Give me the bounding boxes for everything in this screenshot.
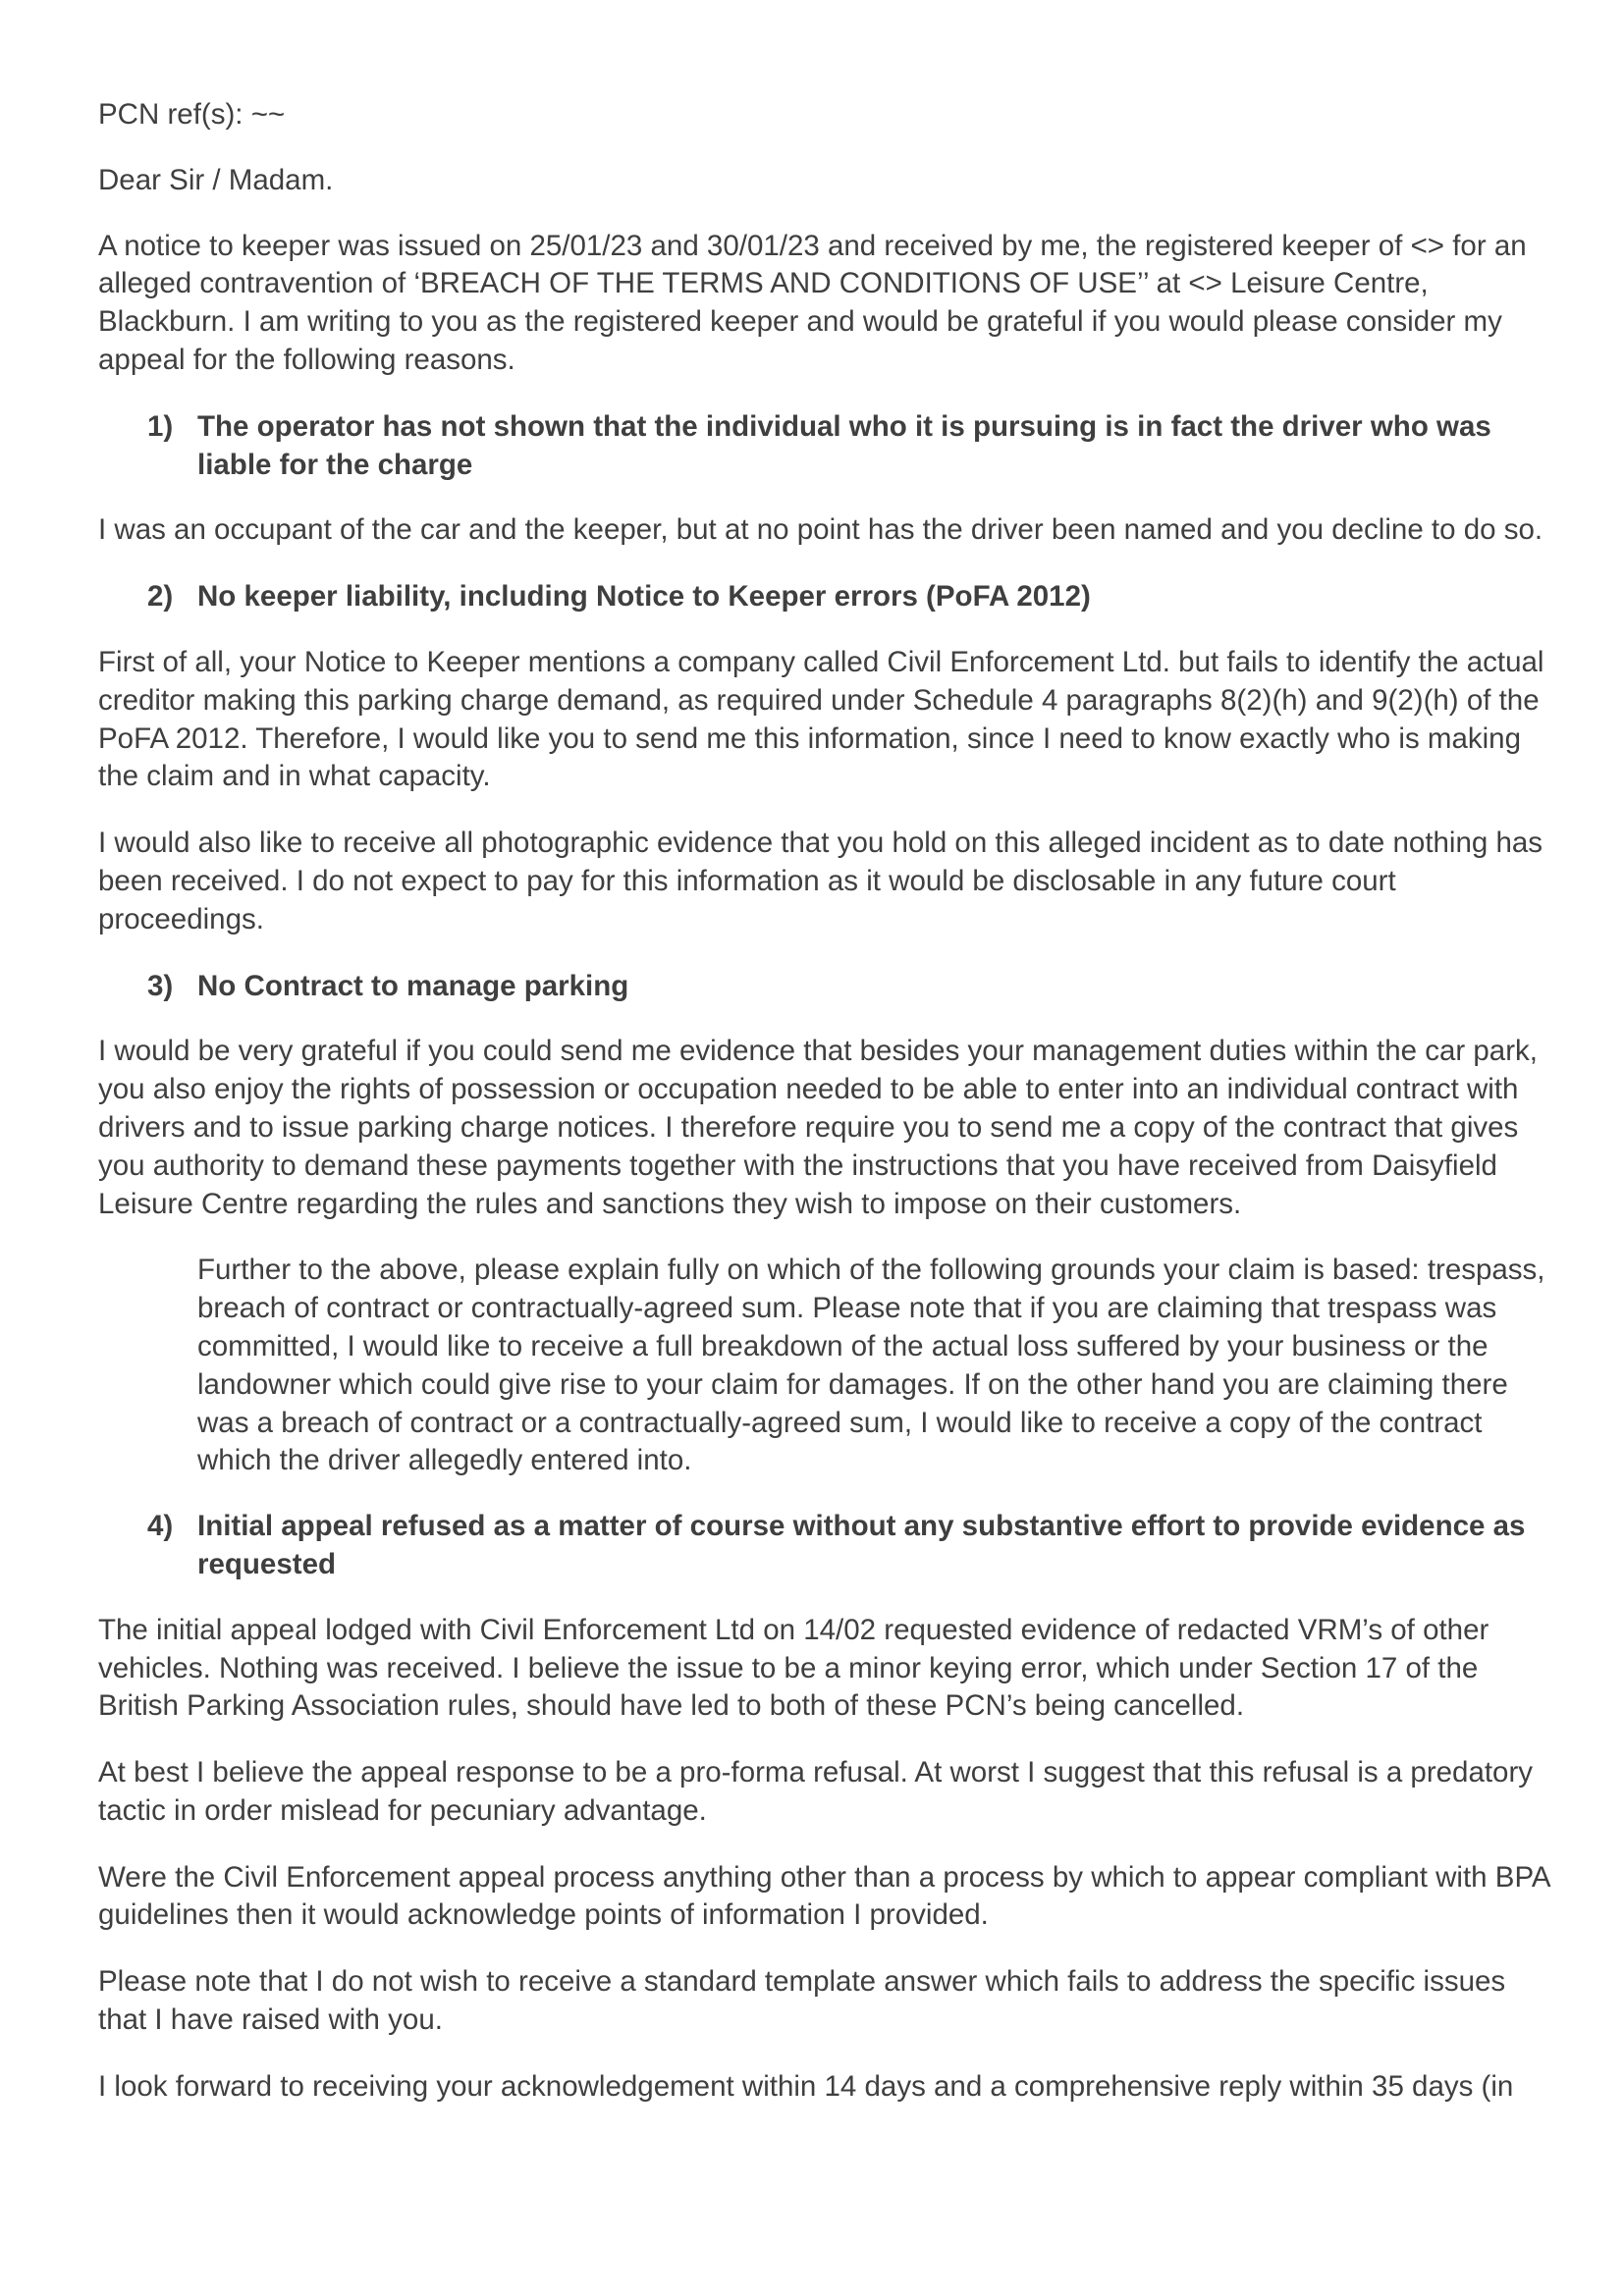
closing-paragraph-1: Please note that I do not wish to receive a standard template answer which fails to address the specific issues that I have raised with you. <box>98 1965 1506 2037</box>
point-1-body: I was an occupant of the car and the keeper, but at no point has the driver been named and you decline to do so. <box>98 513 1543 547</box>
point-1-title: The operator has not shown that the individual who it is pursuing is in fact the driver who was liable for the charge <box>197 409 1491 481</box>
point-3-title: No Contract to manage parking <box>197 969 629 1002</box>
point-2-number: 2) <box>147 580 174 614</box>
point-2-title: No keeper liability, including Notice to Keeper errors (PoFA 2012) <box>197 580 1091 614</box>
point-2-heading <box>98 578 1551 616</box>
point-4-body-1: The initial appeal lodged with Civil Enforcement Ltd on 14/02 requested evidence of redacted VRM’s of other vehicles. Nothing was received. I believe the issue to be a minor keying error, which under Section 17 of the British Parking Association rules, should have led to both of these PCN’s being cancelled. <box>98 1613 1489 1723</box>
point-4-title: Initial appeal refused as a matter of course without any substantive effort to provide evidence as requested <box>197 1510 1526 1580</box>
pcn-ref-line: PCN ref(s): ~~ <box>98 98 286 131</box>
point-4-body-2: At best I believe the appeal response to be a pro-forma refusal. At worst I suggest that this refusal is a predatory tactic in order mislead for pecuniary advantage. <box>98 1756 1534 1827</box>
point-3-body-1: I would be very grateful if you could send me evidence that besides your management duties within the car park, you also enjoy the rights of possession or occupation needed to be able to enter into an individual contract with drivers and to issue parking charge notices. I therefore require you to send me a copy of the contract that gives you authority to demand these payments together with the instructions that you have received from Daisyfield Leisure Centre regarding the rules and sanctions they wish to impose on their customers. <box>98 1035 1538 1220</box>
greeting: Dear Sir / Madam. <box>98 163 334 196</box>
point-3-heading <box>98 968 1551 1006</box>
point-2-body-1: First of all, your Notice to Keeper mentions a company called Civil Enforcement Ltd. but fails to identify the actual creditor making this parking charge demand, as required under Schedule 4 paragraphs 8(2)(h) and 9(2)(h) of the PoFA 2012. Therefore, I would like you to send me this information, since I need to know exactly who is making the claim and in what capacity. <box>98 645 1544 793</box>
point-3-body-2: Further to the above, please explain fully on which of the following grounds your claim is based: trespass, breach of contract or contractually-agreed sum. Please note that if you are claiming that trespass was committed, I would like to receive a full breakdown of the actual loss suffered by your business or the landowner which could give rise to your claim for damages. If on the other hand you are claiming there was a breach of contract or a contractually-agreed sum, I would like to receive a copy of the contract which the driver allegedly entered into. <box>197 1254 1545 1477</box>
point-2-body-2: I would also like to receive all photographic evidence that you hold on this alleged incident as to date nothing has been received. I do not expect to pay for this information as it would be disclosable in any future court proceedings. <box>98 827 1543 935</box>
closing-paragraph-2: I look forward to receiving your acknowledgement within 14 days and a comprehensive reply within 35 days (in <box>98 2069 1514 2103</box>
point-4-heading <box>98 1508 1551 1584</box>
point-3-number: 3) <box>147 969 174 1002</box>
intro-paragraph: A notice to keeper was issued on 25/01/23 and 30/01/23 and received by me, the registered keeper of <> for an alleged contravention of ‘BREACH OF THE TERMS AND CONDITIONS OF USE’’ at <> Leisure Centre, Blackburn. I am writing to you as the registered keeper and would be grateful if you would please consider my appeal for the following reasons. <box>98 229 1527 376</box>
point-1-heading <box>98 408 1551 485</box>
point-4-number: 4) <box>147 1510 174 1543</box>
point-1-number: 1) <box>147 409 174 443</box>
point-4-body-3: Were the Civil Enforcement appeal process anything other than a process by which to appear compliant with BPA guidelines then it would acknowledge points of information I provided. <box>98 1860 1549 1932</box>
letter-page <box>98 96 1551 2135</box>
